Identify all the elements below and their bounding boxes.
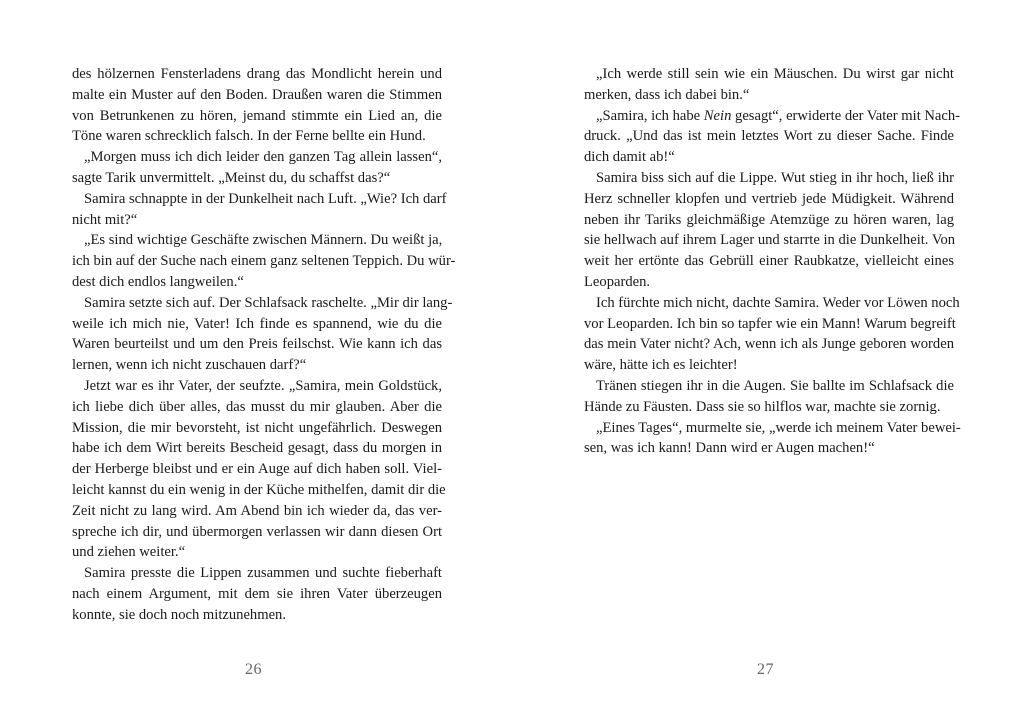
text-line: dich damit ab!“ (584, 149, 675, 166)
text-line: Samira biss sich auf die Lippe. Wut stieg in ihr hoch, ließ ihr (596, 169, 954, 186)
text-line: neben ihr Tariks gleichmäßige Atemzüge zu hören waren, lag (584, 211, 954, 228)
page-number-right: 27 (757, 661, 774, 678)
text-line: des hölzernen Fensterladens drang das Mondlicht herein und (72, 66, 442, 82)
text-line: weile ich mich nie, Vater! Ich finde es spannend, wie du die (72, 315, 442, 332)
text-line: sagte Tarik unvermittelt. „Meinst du, du schaffst das?“ (72, 169, 391, 186)
text-line: konnte, sie doch noch mitzunehmen. (72, 606, 286, 623)
page-number-left: 26 (245, 661, 262, 678)
emphasized-word: Nein (703, 107, 732, 124)
text-line: lernen, wenn ich nicht zuschauen darf?“ (72, 357, 307, 374)
text-line: Samira presste die Lippen zusammen und suchte fieberhaft (84, 565, 442, 582)
text-line: „Eines Tages“, murmelte sie, „werde ich meinem Vater bewei- (596, 419, 961, 436)
text-line: wäre, hätte ich es leichter! (584, 357, 738, 374)
text-line: nach einem Argument, mit dem sie ihren Vater überzeugen (72, 585, 442, 602)
left-page-text (72, 64, 456, 626)
text-line: Samira schnappte in der Dunkelheit nach Luft. „Wie? Ich darf (84, 190, 447, 207)
text-line: Leoparden. (584, 273, 651, 290)
text-line: malte ein Muster auf den Boden. Draußen waren die Stimmen (72, 86, 442, 103)
text-line: „Morgen muss ich dich leider den ganzen Tag allein lassen“, (84, 149, 442, 166)
text-line: habe ich dem Wirt bereits Bescheid gesagt, dass du morgen in (72, 440, 442, 457)
text-line: vor Leoparden. Ich bin so tapfer wie ein Mann! Warum begreift (584, 315, 956, 332)
text-line: Herz schneller klopfen und vertrieb jede Müdigkeit. Während (584, 190, 954, 207)
text-line: Töne waren schrecklich falsch. In der Ferne bellte ein Hund. (72, 128, 426, 145)
right-page-text (584, 64, 961, 459)
text-line: sie hellwach auf ihrem Lager und starrte in die Dunkelheit. Von (584, 232, 956, 249)
text-line: spreche ich dir, und übermorgen verlassen wir dann diesen Ort (72, 523, 442, 540)
text-line: weit her ertönte das Gebrüll einer Raubkatze, vielleicht eines (584, 253, 954, 270)
text-line: Jetzt war es ihr Vater, der seufzte. „Samira, mein Goldstück, (84, 377, 442, 394)
text-segment: „Samira, ich habe (596, 107, 704, 124)
text-line: von Betrunkenen zu hören, jemand stimmte ein Lied an, die (72, 107, 442, 124)
text-line: Tränen stiegen ihr in die Augen. Sie ballte im Schlafsack die (596, 377, 954, 394)
text-line: Hände zu Fäusten. Dass sie so hilflos war, machte sie zornig. (584, 398, 941, 415)
text-line: merken, dass ich dabei bin.“ (584, 86, 750, 103)
text-line: ich liebe dich über alles, das musst du mir glauben. Aber die (72, 398, 442, 415)
text-line: Waren beurteilst und um den Preis feilschst. Wie kann ich das (72, 336, 442, 353)
text-line: nicht mit?“ (72, 211, 138, 228)
text-line: und ziehen weiter.“ (72, 544, 186, 561)
text-line: ich bin auf der Suche nach einem ganz seltenen Teppich. Du wür- (72, 253, 456, 270)
text-line: druck. „Und das ist mein letztes Wort zu dieser Sache. Finde (584, 128, 954, 145)
text-line: „Es sind wichtige Geschäfte zwischen Männern. Du weißt ja, (84, 232, 443, 249)
text-line: sen, was ich kann! Dann wird er Augen machen!“ (584, 440, 875, 457)
text-line: Mission, die mir bevorsteht, ist nicht ungefährlich. Deswegen (72, 419, 442, 436)
text-line: Samira setzte sich auf. Der Schlafsack raschelte. „Mir dir lang- (84, 294, 453, 311)
text-line: der Herberge bleibst und er ein Auge auf dich haben soll. Viel- (72, 461, 442, 478)
text-line: das mein Vater nicht? Ach, wenn ich als Junge geboren worden (584, 336, 954, 353)
text-line: Ich fürchte mich nicht, dachte Samira. Weder vor Löwen noch (596, 294, 960, 311)
text-line: leicht kannst du ein wenig in der Küche mithelfen, damit dir die (72, 481, 446, 498)
text-line: dest dich endlos langweilen.“ (72, 273, 244, 290)
text-line (584, 106, 961, 127)
text-segment: gesagt“, erwiderte der Vater mit Nach- (731, 107, 961, 124)
text-line: Zeit nicht zu lang wird. Am Abend bin ich wieder da, das ver- (72, 502, 442, 519)
text-line: „Ich werde still sein wie ein Mäuschen. Du wirst gar nicht (596, 66, 954, 82)
